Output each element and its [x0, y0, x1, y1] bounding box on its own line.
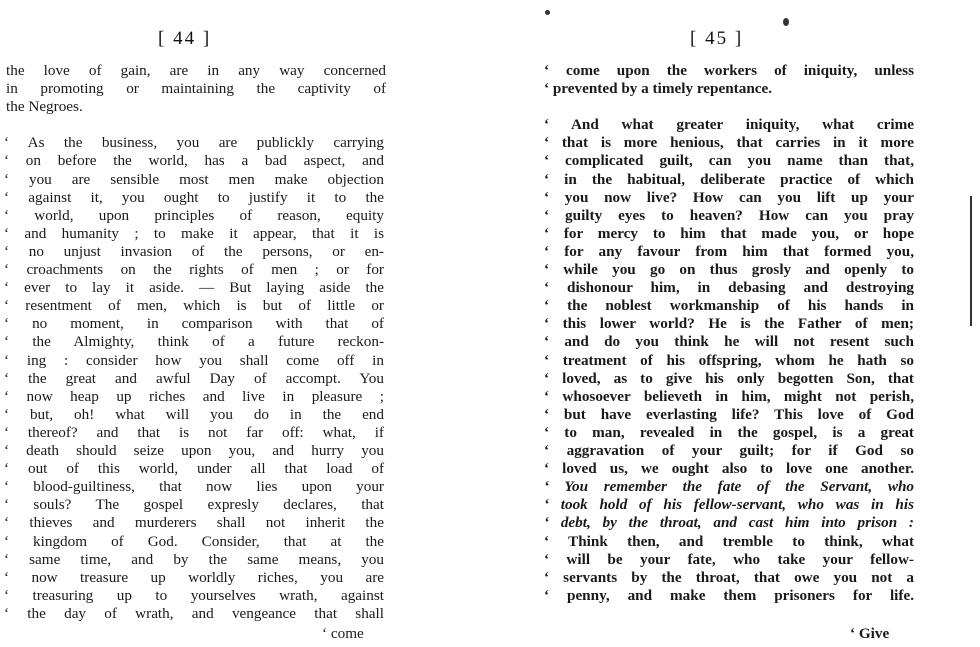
text-line: ‘ but, oh! what will you do in the end	[4, 405, 384, 423]
text-line: ‘ dishonour him, in debasing and destroying	[544, 279, 914, 297]
text-line: ‘ that is more henious, that carries in it more	[544, 134, 914, 152]
text-line: ‘ against it, you ought to justify it to the	[4, 188, 384, 206]
text-line: ‘ death should seize upon you, and hurry you	[4, 442, 384, 459]
text-line: ‘ thieves and murderers shall not inherit the	[4, 514, 384, 532]
text-line: ‘ for any favour from him that formed you,	[544, 242, 914, 260]
page-number-left: [ 44 ]	[158, 28, 212, 49]
text-line: ‘ prevented by a timely repentance.	[544, 80, 773, 98]
text-line: ‘ and humanity ; to make it appear, that it is	[4, 224, 384, 242]
text-line: ‘ ing : consider how you shall come off in	[4, 351, 384, 369]
text-line: ‘ and do you think he will not resent such	[544, 333, 914, 351]
text-line: ‘ the noblest workmanship of his hands in	[544, 297, 914, 315]
text-line: ‘ And what greater iniquity, what crime	[544, 116, 914, 134]
text-line: ‘ loved us, we ought also to love one another.	[544, 460, 914, 478]
text-line: ‘ As the business, you are publickly carrying	[4, 134, 384, 152]
ink-speck	[545, 10, 550, 15]
text-line: the Negroes.	[6, 98, 83, 116]
text-line: ‘ blood-guiltiness, that now lies upon your	[4, 478, 384, 496]
text-line: ‘ you are sensible most men make objection	[4, 170, 384, 188]
text-line: ‘ no unjust invasion of the persons, or en-	[4, 242, 384, 260]
ink-speck	[783, 18, 789, 26]
text-line: ‘ to man, revealed in the gospel, is a great	[544, 423, 914, 441]
text-line: ‘ while you go on thus grosly and openly to	[544, 261, 914, 278]
text-line: ‘ guilty eyes to heaven? How can you pray	[544, 206, 914, 224]
text-line: ‘ the great and awful Day of accompt. You	[4, 369, 384, 387]
text-line: ‘ servants by the throat, that owe you not a	[544, 568, 914, 586]
text-line: ‘ kingdom of God. Consider, that at the	[4, 532, 384, 550]
catchword: ‘ come	[322, 625, 364, 642]
text-line: ‘ the Almighty, think of a future reckon-	[4, 333, 384, 351]
text-line: ‘ in the habitual, deliberate practice of which	[544, 170, 914, 188]
text-line: ‘ thereof? and that is not far off: what, if	[4, 423, 384, 441]
text-line: ‘ took hold of his fellow-servant, who was in his	[544, 496, 914, 514]
text-line: ‘ now heap up riches and live in pleasure ;	[4, 387, 384, 405]
text-line: ‘ now treasure up worldly riches, you are	[4, 568, 384, 586]
page-number-right: [ 45 ]	[690, 28, 744, 49]
text-line: ‘ Think then, and tremble to think, what	[544, 532, 914, 550]
text-line: ‘ you now live? How can you lift up your	[544, 188, 914, 206]
text-line: ‘ will be your fate, who take your fellow-	[544, 550, 914, 568]
text-line: in promoting or maintaining the captivity of	[6, 80, 386, 98]
text-line: ‘ come upon the workers of iniquity, unless	[544, 62, 914, 79]
text-line: ‘ souls? The gospel expresly declares, that	[4, 496, 384, 514]
right-page	[540, 0, 980, 647]
text-line: ‘ ever to lay it aside. — But laying aside the	[4, 279, 384, 297]
page-edge-mark	[970, 196, 972, 326]
text-line: ‘ complicated guilt, can you name than that,	[544, 152, 914, 170]
text-line: ‘ You remember the fate of the Servant, who	[544, 478, 914, 496]
text-line: ‘ same time, and by the same means, you	[4, 550, 384, 568]
text-line: ‘ resentment of men, which is but of little or	[4, 297, 384, 315]
text-line: ‘ debt, by the throat, and cast him into prison :	[544, 514, 914, 532]
text-line: ‘ penny, and make them prisoners for life.	[544, 586, 914, 604]
text-line: ‘ treasuring up to yourselves wrath, against	[4, 586, 384, 604]
text-line: ‘ this lower world? He is the Father of men;	[544, 315, 914, 333]
left-page	[0, 0, 390, 647]
text-line: ‘ world, upon principles of reason, equity	[4, 206, 384, 224]
text-line: ‘ croachments on the rights of men ; or for	[4, 261, 384, 278]
text-line: the love of gain, are in any way concerned	[6, 62, 386, 79]
text-line: ‘ loved, as to give his only begotten Son, that	[544, 369, 914, 387]
text-line: ‘ no moment, in comparison with that of	[4, 315, 384, 333]
text-line: ‘ whosoever believeth in him, might not perish,	[544, 387, 914, 405]
text-line: ‘ for mercy to him that made you, or hope	[544, 224, 914, 242]
text-line: ‘ out of this world, under all that load of	[4, 460, 384, 478]
catchword: ‘ Give	[850, 625, 890, 642]
text-line: ‘ on before the world, has a bad aspect, and	[4, 152, 384, 170]
text-line: ‘ the day of wrath, and vengeance that shall	[4, 604, 384, 622]
text-line: ‘ but have everlasting life? This love of God	[544, 405, 914, 423]
text-line: ‘ treatment of his offspring, whom he hath so	[544, 351, 914, 369]
text-line: ‘ aggravation of your guilt; for if God so	[544, 442, 914, 459]
